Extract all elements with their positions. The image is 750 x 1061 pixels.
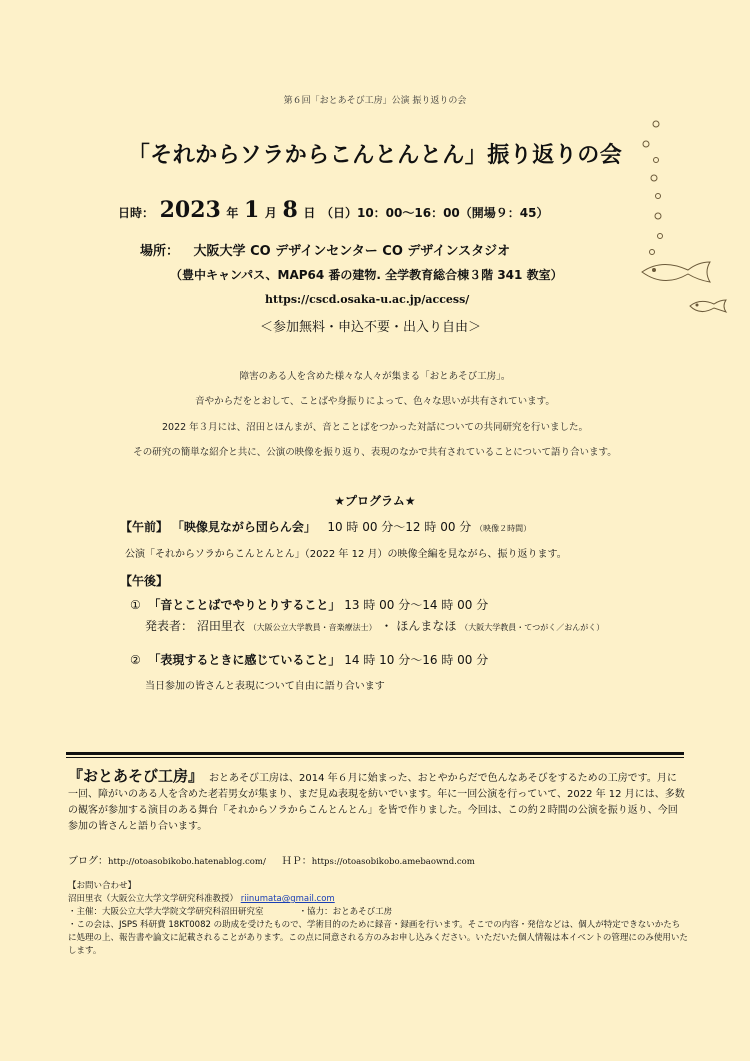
venue-access-link[interactable]: https://cscd.osaka-u.ac.jp/access/ xyxy=(265,293,470,306)
event-date xyxy=(118,197,548,223)
hp-link[interactable]: https://otoasobikobo.amebaownd.com xyxy=(311,857,475,867)
page-title: 「それからソラからこんとんとん」振り返りの会 xyxy=(127,143,623,168)
intro-line: 音やからだをとおして、ことばや身振りによって、色々な思いが共有されています。 xyxy=(195,396,555,407)
item1-title: 「音とことばでやりとりすること」 xyxy=(148,598,341,612)
item1-time: 13 時 00 分〜14 時 00 分 xyxy=(344,598,489,612)
about-name: 『おとあそび工房』 xyxy=(68,767,204,785)
links-row xyxy=(68,852,475,867)
section-divider xyxy=(66,752,684,755)
speakers xyxy=(145,617,604,634)
intro-line: 2022 年３月には、沼田とほんまが、音とことばをつかった対話についての共同研究を行いました。 xyxy=(161,422,588,433)
date-year: 2023 xyxy=(159,197,221,223)
contact-email-link[interactable]: riinumata@gmail.com xyxy=(240,894,335,904)
date-day-unit: 日 xyxy=(303,206,316,220)
organizer: ・主催：大阪公立大学大学院文学研究科沼田研究室 xyxy=(68,907,264,917)
cooperation: ・協力：おとあそび工房 xyxy=(298,907,393,917)
organizer-row xyxy=(68,906,688,919)
date-time-detail: （日）10：00〜16：00（開場９：45） xyxy=(320,206,549,220)
program-heading: ★プログラム★ xyxy=(334,494,416,508)
item2-description: 当日参加の皆さんと表現について自由に語り合います xyxy=(145,681,385,692)
am-label: 【午前】 xyxy=(120,520,169,534)
venue-detail: （豊中キャンパス、MAP64 番の建物. 全学教育総合棟３階 341 教室） xyxy=(170,268,563,282)
item2-time: 14 時 10 分〜16 時 00 分 xyxy=(344,653,489,667)
about-section xyxy=(68,768,686,835)
program-item-2 xyxy=(130,651,488,668)
date-label: 日時： xyxy=(118,206,155,220)
program-morning xyxy=(120,518,531,535)
date-day: 8 xyxy=(282,197,298,223)
speaker-separator: ・ xyxy=(380,619,393,633)
item2-title: 「表現するときに感じていること」 xyxy=(148,653,341,667)
about-text: おとあそび工房は、2014 年６月に始まった、おとやからだで色んなあそびをするための工房です。月に一回、障がいのある人を含めた老若男女が集まり、まだ見ぬ表現を紡いでいます。年に一回公演を行っていて、2022 年 12 月には、多数の観客が参加する演目のある舞台「それからソラからこんとんとん」を皆で作りました。今回は、この約２時間の公演を振り返り、今回参加の皆さんと語り合います。 xyxy=(68,773,685,832)
speaker-name: ほんまなほ xyxy=(396,619,457,633)
date-month-unit: 月 xyxy=(264,206,277,220)
intro-line: 障害のある人を含めた様々な人々が集まる「おとあそび工房」。 xyxy=(239,371,511,382)
fish-bubbles-illustration xyxy=(620,120,730,330)
intro-line: その研究の簡単な紹介と共に、公演の映像を振り返り、表現のなかで共有されていることについて語り合います。 xyxy=(133,447,617,458)
am-title: 「映像見ながら団らん会」 xyxy=(171,520,316,534)
contact-section xyxy=(68,880,688,958)
blog-label: ブログ： xyxy=(68,856,108,867)
date-year-unit: 年 xyxy=(226,206,239,220)
section-divider xyxy=(66,757,684,758)
contact-person: 沼田里衣（大阪公立大学文学研究科准教授） xyxy=(68,894,239,904)
speaker-name: 沼田里衣 xyxy=(196,619,245,633)
venue-label: 場所： xyxy=(140,244,180,259)
venue-name: 大阪大学 CO デザインセンター CO デザインスタジオ xyxy=(193,244,511,259)
item2-number: ② xyxy=(130,653,141,667)
item1-number: ① xyxy=(130,598,141,612)
speakers-label: 発表者： xyxy=(145,619,194,633)
pm-label: 【午後】 xyxy=(120,574,169,588)
am-time: 10 時 00 分〜12 時 00 分 xyxy=(327,520,472,534)
am-note: （映像２時間） xyxy=(475,524,532,533)
hp-label: ＨＰ： xyxy=(281,856,312,867)
contact-heading: 【お問い合わせ】 xyxy=(68,881,137,891)
date-month: 1 xyxy=(244,197,260,223)
event-venue xyxy=(140,240,510,259)
contact-person-row xyxy=(68,893,688,906)
admission-note: ＜参加無料・申込不要・出入り自由＞ xyxy=(260,320,482,335)
speaker-affiliation: （大阪大学教員・てつがく／おんがく） xyxy=(460,623,605,632)
program-item-1 xyxy=(130,596,488,613)
privacy-note: ・この会は、JSPS 科研費 18KT0082 の助成を受けたもので、学術目的のために録音・録画を行います。そこでの内容・発信などは、個人が特定できないかたちに処理の上、報告書や論文に記載されることがあります。この点に同意される方のみお申し込みください。いただいた個人情報は本イベントの管理にのみ使用いたします。 xyxy=(68,920,688,956)
event-series-subtitle: 第６回「おとあそび工房」公演 振り返りの会 xyxy=(283,96,467,106)
am-description: 公演「それからソラからこんとんとん」（2022 年 12 月）の映像全編を見ながら、振り返ります。 xyxy=(125,549,567,560)
speaker-affiliation: （大阪公立大学教員・音楽療法士） xyxy=(248,623,377,632)
blog-link[interactable]: http://otoasobikobo.hatenablog.com/ xyxy=(108,857,266,867)
